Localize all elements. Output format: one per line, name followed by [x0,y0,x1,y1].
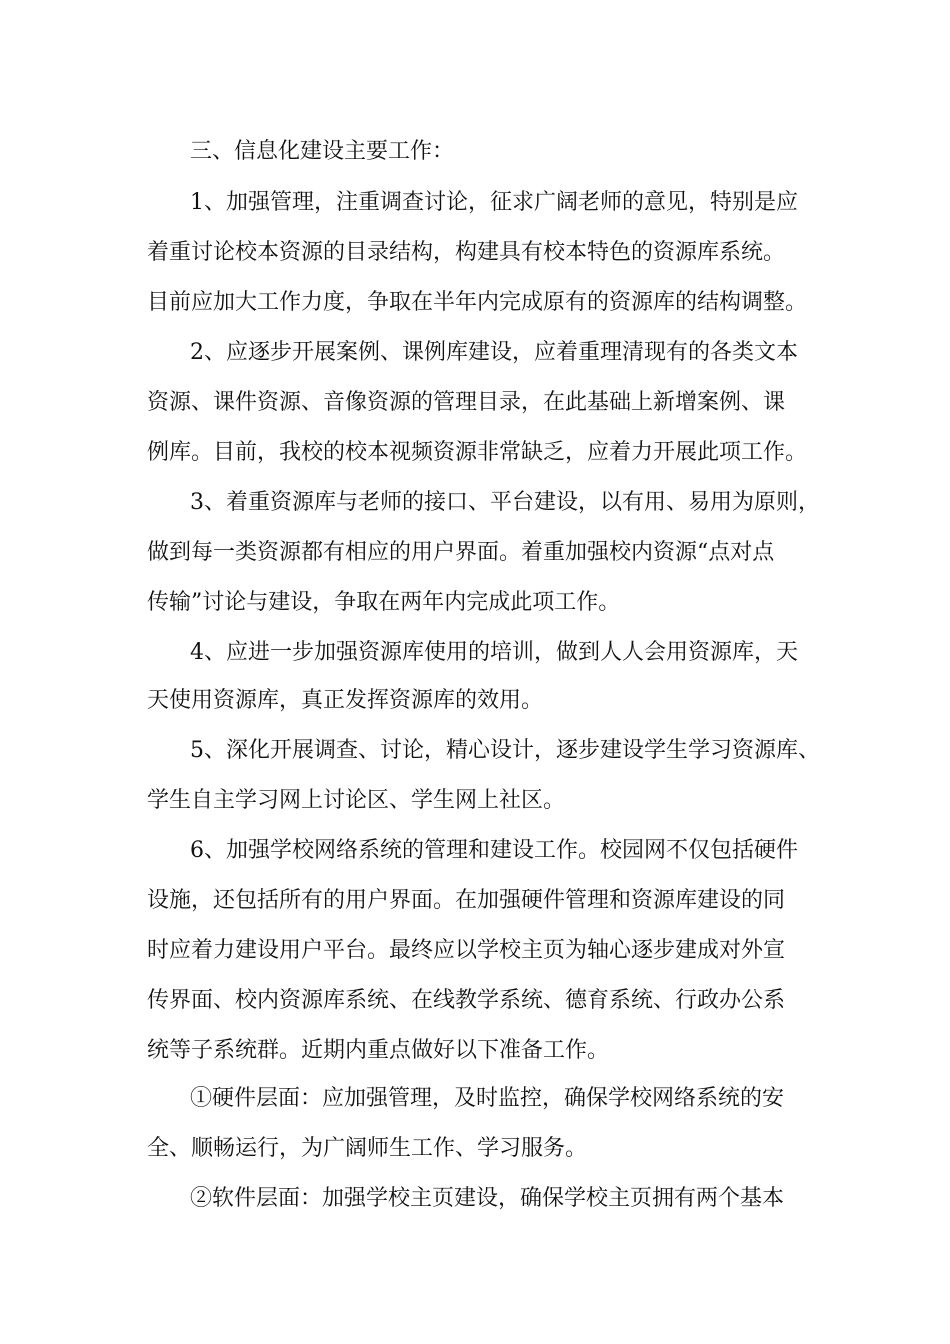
paragraph-2-line-1: 2、应逐步开展案例、课例库建设，应着重理清现有的各类文本 [190,340,798,365]
paragraph-1-line-2: 着重讨论校本资源的目录结构，构建具有校本特色的资源库系统。 [147,240,786,265]
software-item-line-1: ②软件层面：加强学校主页建设，确保学校主页拥有两个基本 [190,1186,785,1211]
hardware-item-line-1: ①硬件层面：应加强管理，及时监控，确保学校网络系统的安 [190,1086,785,1111]
paragraph-1-line-1: 1、加强管理，注重调查讨论，征求广阔老师的意见，特别是应 [190,190,798,215]
paragraph-5-line-1: 5、深化开展调查、讨论，精心设计，逐步建设学生学习资源库、 [190,738,820,763]
paragraph-5-line-2: 学生自主学习网上讨论区、学生网上社区。 [147,788,566,813]
paragraph-2-line-2: 资源、课件资源、音像资源的管理目录，在此基础上新增案例、课 [147,390,786,415]
hardware-item-line-2: 全、顺畅运行，为广阔师生工作、学习服务。 [147,1136,588,1161]
paragraph-6-line-3: 时应着力建设用户平台。最终应以学校主页为轴心逐步建成对外宣 [147,938,786,963]
paragraph-1-line-3: 目前应加大工作力度，争取在半年内完成原有的资源库的结构调整。 [147,290,808,315]
paragraph-3-line-3: 传输”讨论与建设，争取在两年内完成此项工作。 [147,590,621,615]
paragraph-3-line-2: 做到每一类资源都有相应的用户界面。着重加强校内资源“点对点 [147,540,775,565]
paragraph-6-line-2: 设施，还包括所有的用户界面。在加强硬件管理和资源库建设的同 [147,888,786,913]
paragraph-6-line-5: 统等子系统群。近期内重点做好以下准备工作。 [147,1038,610,1063]
paragraph-3-line-1: 3、着重资源库与老师的接口、平台建设，以有用、易用为原则， [190,490,820,515]
paragraph-2-line-3: 例库。目前，我校的校本视频资源非常缺乏，应着力开展此项工作。 [147,440,808,465]
paragraph-6-line-1: 6、加强学校网络系统的管理和建设工作。校园网不仅包括硬件 [190,838,798,863]
section-heading: 三、信息化建设主要工作： [190,139,455,164]
paragraph-4-line-2: 天使用资源库，真正发挥资源库的效用。 [147,688,544,713]
paragraph-6-line-4: 传界面、校内资源库系统、在线教学系统、德育系统、行政办公系 [147,988,786,1013]
paragraph-4-line-1: 4、应进一步加强资源库使用的培训，做到人人会用资源库，天 [190,640,798,665]
